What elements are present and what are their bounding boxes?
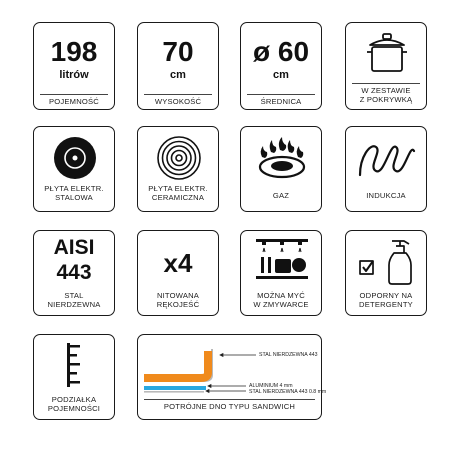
- capacity-label: POJEMNOŚĆ: [49, 97, 99, 106]
- lid-card: [345, 22, 427, 110]
- diameter-unit: cm: [273, 69, 289, 81]
- ceramic-hob-icon: [155, 134, 203, 182]
- steel-plate-card: [33, 126, 115, 212]
- steel-grade-line2: 443: [56, 261, 92, 284]
- layer-top-label: STAL NIERDZEWNA 443: [259, 352, 318, 358]
- sandwich-card: [137, 334, 327, 420]
- capacity-value: 198: [50, 36, 98, 67]
- gas-card: [240, 126, 322, 212]
- gas-flame-icon: [254, 135, 310, 181]
- dishwasher-label-2: W ZMYWARCE: [253, 300, 309, 309]
- gas-label: GAZ: [272, 191, 290, 200]
- dishwasher-card: [240, 230, 322, 316]
- measuring-scale-icon: [61, 341, 89, 389]
- height-label: WYSOKOŚĆ: [154, 97, 202, 106]
- capacity-unit: litrów: [59, 69, 89, 81]
- handles-card: [137, 230, 219, 316]
- capacity-card: [33, 22, 115, 110]
- induction-card: [345, 126, 427, 212]
- handles-count: x4: [163, 248, 193, 278]
- divider: [352, 83, 420, 84]
- ceramic-plate-card: [137, 126, 219, 212]
- layer-mid-label: ALUMINIUM 4 mm: [249, 383, 293, 389]
- steel-hotplate-icon: [51, 134, 99, 182]
- height-card: [137, 22, 219, 110]
- induction-coil-icon: [356, 137, 418, 179]
- steel-label-1: STAL: [64, 291, 84, 300]
- height-value: 70: [162, 36, 194, 67]
- detergent-label-2: DETERGENTY: [359, 300, 413, 309]
- scale-label-1: PODZIAŁKA: [51, 395, 97, 404]
- diameter-card: [240, 22, 322, 110]
- diameter-value: ø 60: [252, 36, 310, 67]
- steel-plate-label-1: PŁYTA ELEKTR.: [44, 184, 104, 193]
- ceramic-plate-label-1: PŁYTA ELEKTR.: [148, 184, 208, 193]
- steel-card: [33, 230, 115, 316]
- induction-label: INDUKCJA: [366, 191, 406, 200]
- handles-label-2: RĘKOJEŚĆ: [156, 300, 200, 309]
- lid-label-2: Z POKRYWKĄ: [359, 95, 413, 104]
- detergent-card: [345, 230, 427, 316]
- handles-label-1: NITOWANA: [156, 291, 200, 300]
- scale-card: [33, 334, 115, 420]
- dishwasher-icon: [254, 236, 310, 284]
- detergent-label-1: ODPORNY NA: [359, 291, 413, 300]
- ceramic-plate-label-2: CERAMICZNA: [151, 193, 205, 202]
- divider: [144, 399, 315, 400]
- divider: [247, 94, 315, 95]
- height-unit: cm: [170, 69, 186, 81]
- dishwasher-label-1: MOŻNA MYĆ: [257, 291, 305, 300]
- scale-label-2: POJEMNOŚCI: [47, 404, 101, 413]
- pot-with-lid-icon: [364, 31, 410, 77]
- steel-plate-label-2: STALOWA: [55, 193, 93, 202]
- layer-bottom-label: STAL NIERDZEWNA 443 0.8 mm: [249, 389, 327, 395]
- diameter-label: ŚREDNICA: [260, 97, 302, 106]
- detergent-bottle-icon: [356, 235, 420, 287]
- sandwich-label: POTRÓJNE DNO TYPU SANDWICH: [163, 402, 296, 411]
- divider: [40, 94, 108, 95]
- divider: [144, 94, 212, 95]
- lid-label-1: W ZESTAWIE: [361, 86, 411, 95]
- steel-label-2: NIERDZEWNA: [47, 300, 101, 309]
- steel-grade-line1: AISI: [53, 236, 95, 259]
